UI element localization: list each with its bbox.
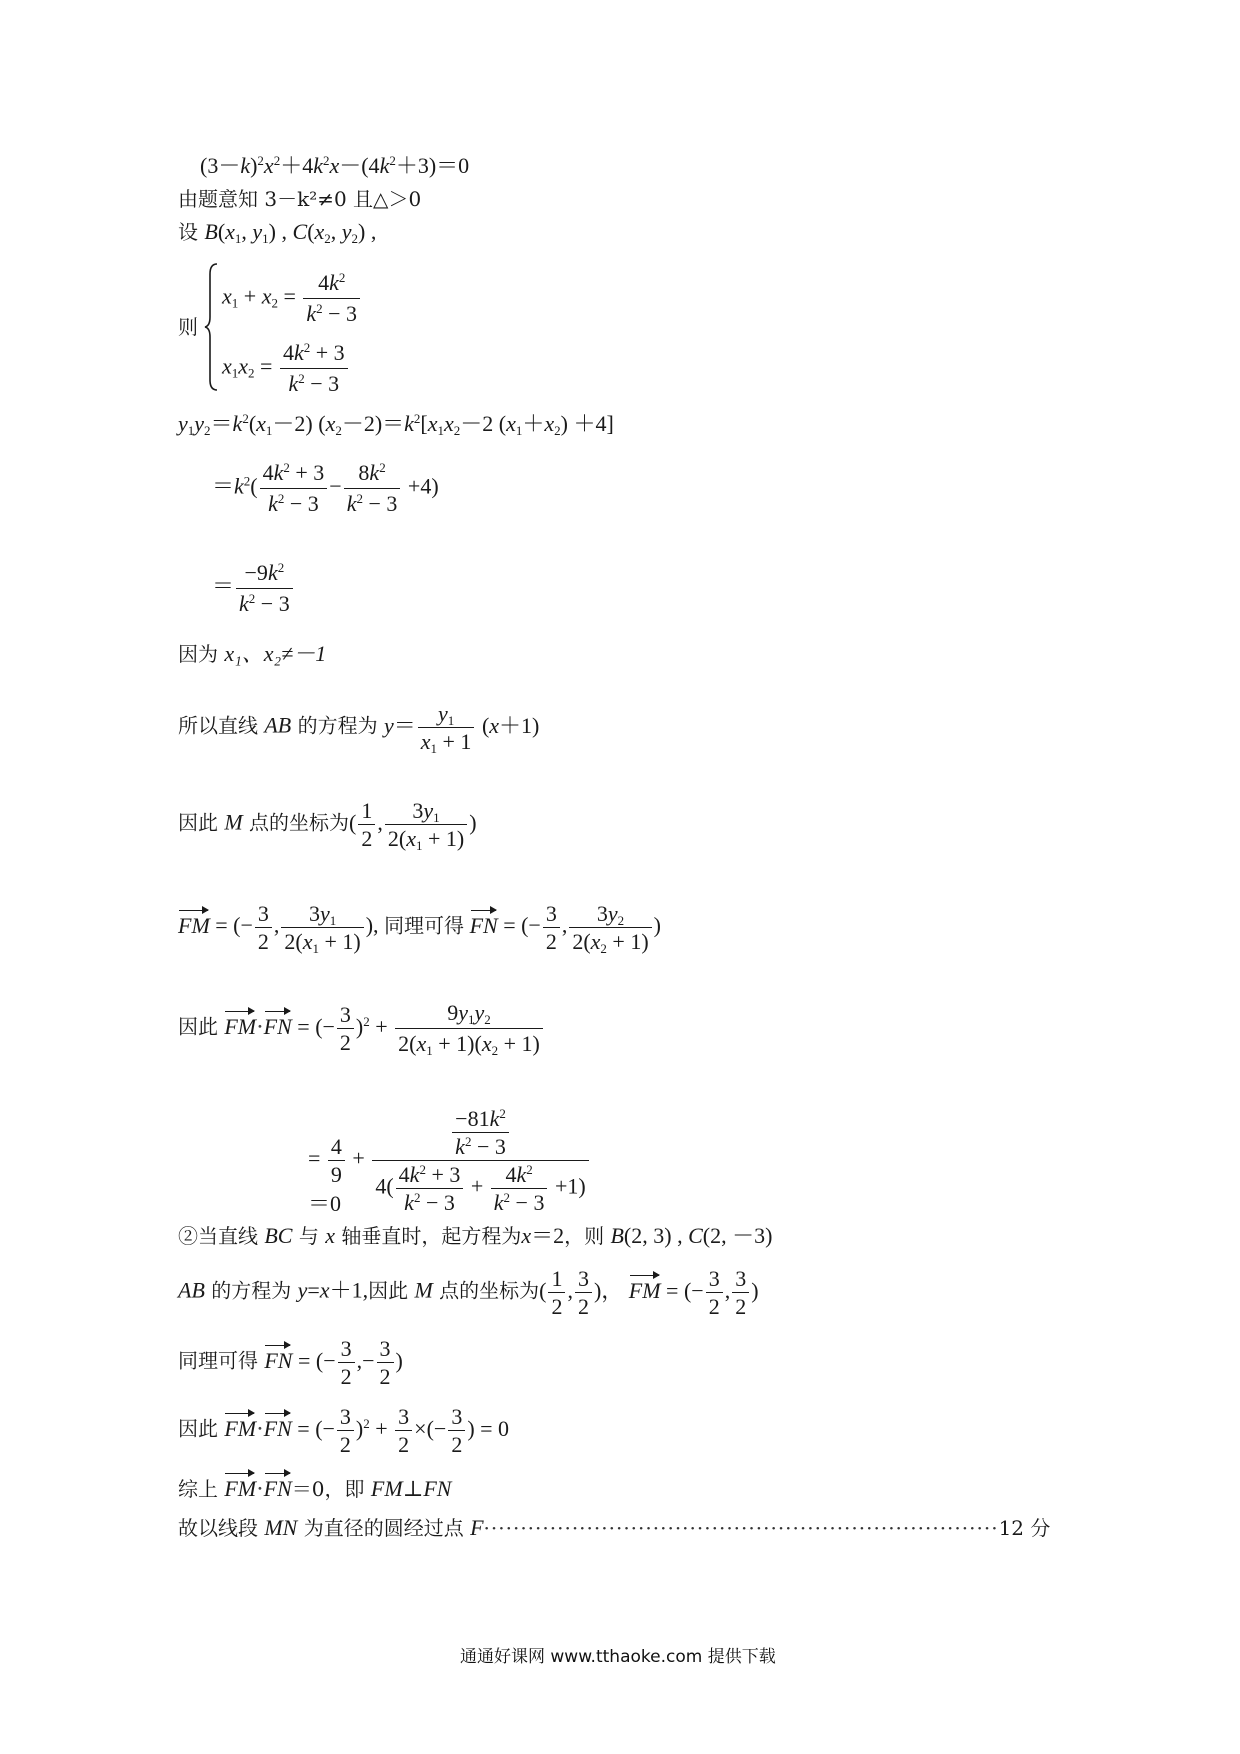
conclusion-label-b: 为直径的圆经过点 [303,1516,464,1540]
line-ab-equation: 所以直线 AB 的方程为 y＝ $\frac{y_1}{x_1 + 1}$ (x＋1) [178,701,540,756]
then-label [178,313,198,341]
summary-label: 综上 [178,1477,218,1501]
condition-line [178,185,421,213]
left-brace-icon [204,262,218,392]
footer-text: 通通好课网 www.tthaoke.com 提供下载 [460,1647,776,1667]
case2-dot-line: 因此 FM⋅FN = (− $\frac{3}{2}$ )$^2$ + $\frac{3}{2}$ ×(− $\frac{3}{2}$ ) = 0 [178,1404,510,1457]
y1y2-expansion: $y_1y_2=k^2(x_1-2)$ $(x_2-2)=k^2[x_1x_2-2$ $(x_1+x_2) +4$] [178,411,614,438]
y1y2-result: ＝ $\frac{-9k^2}{k^2 - 3}$ [212,558,295,619]
case2-line: ②当直线 BC 与 x 轴垂直时，起方程为x＝2，则 B(2, 3) , C(2, －3) [178,1223,773,1248]
dot-product-zero: ＝0 [308,1191,342,1216]
vieta-sum: $x_1 + x_2$ = $\frac{4k^2}{k^2 - 3}$ [222,268,362,329]
because-label: 因为 [178,642,218,666]
because-condition: x₁、x₂≠－1 [224,641,327,666]
line-ab-label: 所以直线 [178,713,258,738]
y1y2-step2: $=k^2$( $\frac{4k^2 + 3}{k^2 - 3}$ − $\frac{8k^2}{k^2 - 3}$ +4) [212,460,439,516]
m-coordinate: 因此 M 点的坐标为( $\frac{1}{2}$ , $\frac{3y_1}{2(x_1 + 1)}$ ) [178,798,477,853]
conclusion-line: 故以线段 MN 为直径的圆经过点 F······································································12 分 [178,1515,1051,1540]
case2-ab-line: AB 的方程为 y=x＋1,因此 M 点的坐标为( $\frac{1}{2}$ , $\frac{3}{2}$ )， FM = (− $\frac{3}{2}$ , $\frac{3}{2}$ ) [178,1266,759,1319]
ab-eq-label-c: 点的坐标为 [439,1278,540,1303]
score-label: 12 分 [998,1516,1051,1540]
conclusion-label: 故以线段 [178,1516,258,1540]
therefore-label: 因此 [178,1014,218,1039]
similarly-label-2: 同理可得 [178,1348,258,1373]
m-coord-label-2: 点的坐标为 [249,810,350,835]
case2-label-d: ，则 [564,1224,605,1248]
case2-label: ②当直线 [178,1224,258,1248]
condition-text: 由题意知 3－k²≠0 且△＞0 [178,187,422,211]
page-footer [460,1643,776,1671]
ab-eq-label-b: 因此 [368,1278,409,1303]
vieta-product: $x_1x_2$ = $\frac{4k^2 + 3}{k^2 - 3}$ [222,338,350,399]
case2-fn-line: 同理可得 FN = (− $\frac{3}{2}$ ,− $\frac{3}{2}$ ) [178,1336,403,1389]
summary-label-b: ＝0，即 [291,1477,365,1501]
therefore-label-2: 因此 [178,1416,218,1441]
similarly-label: 同理可得 [384,913,465,938]
set-points-line: 设 $B(x_1$, $y_1$) , $C(x_2$, $y_2$) , [178,219,377,246]
because-line [178,640,326,668]
set-label: 设 [178,220,198,244]
summary-line: 综上 FM⋅FN＝0，即 FM⊥FN [178,1470,451,1503]
dot-product-step2: = $\frac{4}{9}$ + $\frac{-81k^2}{k^2 - 3}$ 4( $\frac{4k^2 + 3}{k^2 - 3}$ + $\frac{4k^2}{k^2 - 3}$ +1) [308,1105,591,1216]
ab-eq-label: 的方程为 [211,1278,292,1303]
then-text: 则 [178,315,198,339]
equation-line-1: $(3-k)^2x^2+4k^2x-(4k^2+3)=0$ [200,153,470,178]
line-ab-label-2: 的方程为 [297,713,378,738]
case2-label-b: 与 [298,1224,319,1248]
m-coord-label: 因此 [178,810,218,835]
dot-leader: ······································································ [483,1516,999,1540]
fm-fn-vectors: FM = (− $\frac{3}{2}$ , $\frac{3y_1}{2(x_1 + 1)}$ ), 同理可得 FN = (− $\frac{3}{2}$ , $\frac{3y_2}{2(x_2 + 1)}$ ) [178,901,661,956]
dot-product-line: 因此 FM⋅FN = (− $\frac{3}{2}$ )$^2$ + $\frac{9y_1y_2}{2(x_1 + 1)(x_2 + 1)}$ [178,998,545,1059]
case2-label-c: 轴垂直时，起方程为 [341,1224,522,1248]
